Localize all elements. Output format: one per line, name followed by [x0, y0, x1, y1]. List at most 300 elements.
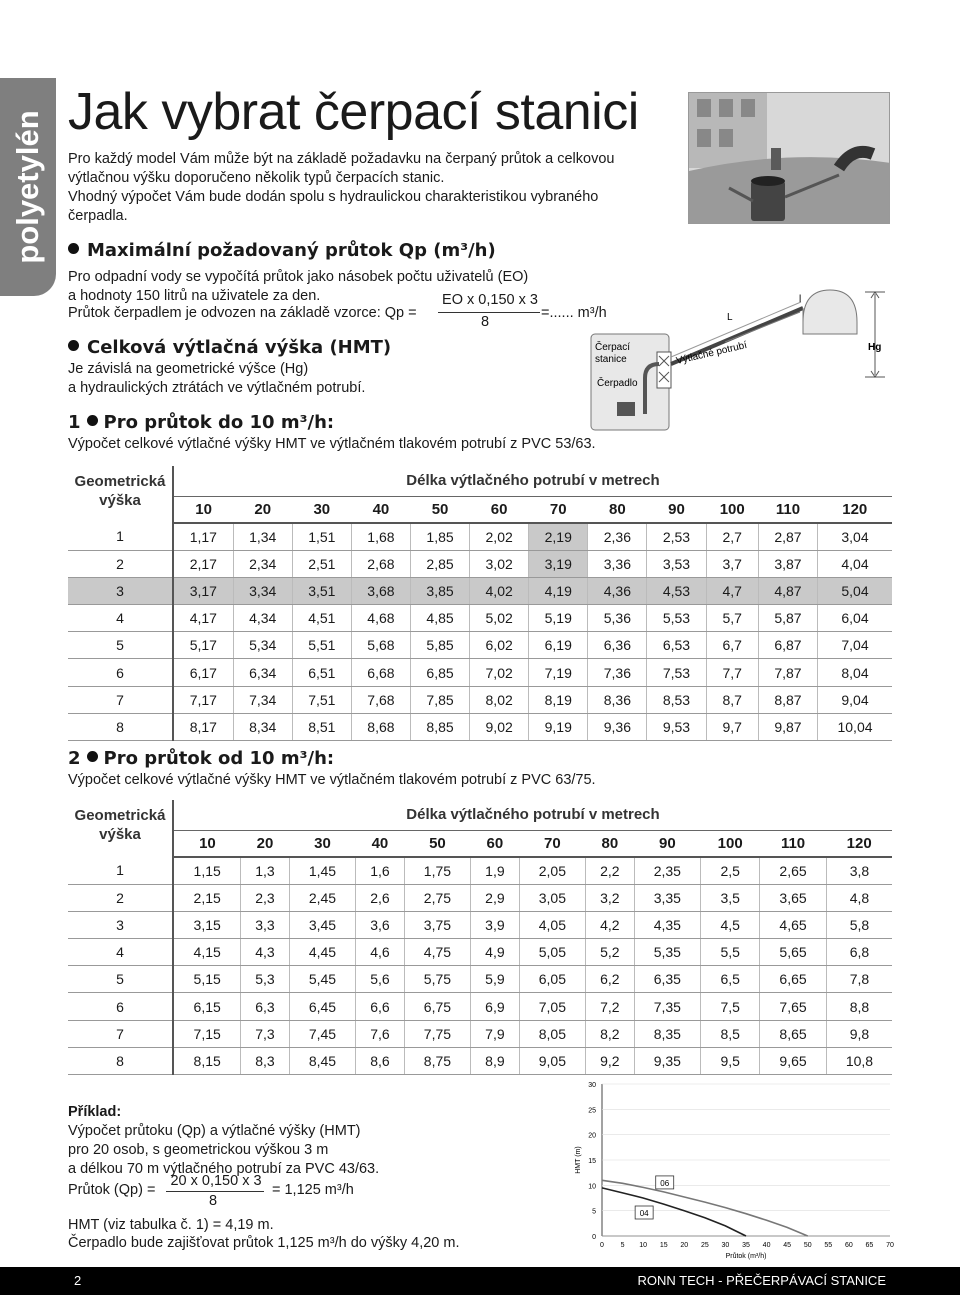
geo-header-line1: Geometrická: [74, 473, 166, 490]
length-column-header: 100: [706, 496, 758, 523]
row-height-cell: 6: [68, 659, 173, 686]
table-cell: 8,68: [351, 713, 410, 740]
example-fraction-line: [166, 1191, 264, 1192]
row-height-cell: 8: [68, 1047, 173, 1074]
length-column-header: 20: [241, 830, 289, 857]
x-tick-label: 0: [600, 1242, 604, 1249]
table-cell: 4,15: [173, 939, 241, 966]
row-height-cell: 3: [68, 911, 173, 938]
length-column-header: 80: [588, 496, 647, 523]
length-L-label: L: [727, 312, 733, 323]
table-cell: 3,2: [586, 884, 634, 911]
qp-numerator: EO x 0,150 x 3: [442, 292, 538, 308]
table-cell: 2,68: [351, 550, 410, 577]
length-header: Délka výtlačného potrubí v metrech: [173, 800, 892, 830]
table-cell: 6,8: [826, 939, 892, 966]
table-cell: 7,85: [410, 686, 469, 713]
table-cell: 5,65: [760, 939, 827, 966]
station-label-2: stanice: [595, 354, 627, 365]
length-column-header: 30: [292, 496, 351, 523]
table-cell: 7,6: [356, 1020, 404, 1047]
table-cell: 4,5: [701, 911, 760, 938]
hmt-line: a hydraulických ztrátách ve výtlačném potrubí.: [68, 380, 366, 396]
table-cell: 4,02: [470, 577, 529, 604]
table-cell: 1,51: [292, 523, 351, 550]
table-cell: 7,5: [701, 993, 760, 1020]
row-height-cell: 2: [68, 884, 173, 911]
table-cell: 7,36: [588, 659, 647, 686]
qp-line: a hodnoty 150 litrů na uživatele za den.: [68, 288, 321, 304]
table-cell: 7,7: [706, 659, 758, 686]
table-cell: 3,45: [289, 911, 356, 938]
footer-bar: [0, 1267, 960, 1295]
table-cell: 8,36: [588, 686, 647, 713]
table-cell: 3,7: [706, 550, 758, 577]
valve-box: [657, 352, 671, 388]
table-row: [68, 1047, 892, 1074]
table-cell: 7,45: [289, 1020, 356, 1047]
table-cell: 9,87: [758, 713, 817, 740]
table-cell: 4,8: [826, 884, 892, 911]
table-cell: 4,45: [289, 939, 356, 966]
length-column-header: 60: [471, 830, 519, 857]
geo-header-line2: výška: [99, 826, 141, 843]
table-cell: 2,9: [471, 884, 519, 911]
table-cell: 5,34: [233, 632, 292, 659]
x-tick-label: 25: [700, 1242, 709, 1249]
length-column-header: 110: [758, 496, 817, 523]
intro-line: výtlačnou výšku doporučeno několik typů čerpacích stanic.: [68, 170, 445, 186]
table-cell: 8,05: [519, 1020, 586, 1047]
table-cell: 8,87: [758, 686, 817, 713]
table-cell: 5,36: [588, 605, 647, 632]
table-cell: 7,53: [647, 659, 706, 686]
table-cell: 7,19: [529, 659, 588, 686]
table-cell: 7,15: [173, 1020, 241, 1047]
table-cell: 4,2: [586, 911, 634, 938]
hmt-table-2: [68, 800, 892, 1075]
section2-subtitle: Výpočet celkové výtlačné výšky HMT ve výtlačném tlakovém potrubí z PVC 63/75.: [68, 772, 596, 788]
table-cell: 7,8: [826, 966, 892, 993]
length-l-label: l: [799, 294, 802, 305]
bullet-dot: [68, 243, 79, 254]
table-cell: 5,85: [410, 632, 469, 659]
page-title: Jak vybrat čerpací stanici: [68, 83, 639, 141]
table-cell: 6,6: [356, 993, 404, 1020]
table-cell: 3,34: [233, 577, 292, 604]
table-cell: 6,02: [470, 632, 529, 659]
side-tab-label: polyetylén: [10, 110, 45, 264]
length-column-header: 120: [826, 830, 892, 857]
table-cell: 8,51: [292, 713, 351, 740]
table-cell: 2,34: [233, 550, 292, 577]
bullet-dot: [68, 340, 79, 351]
table-row: [68, 713, 892, 740]
bullet-dot: [87, 751, 98, 762]
table-cell: 8,85: [410, 713, 469, 740]
table-cell: 7,75: [404, 1020, 471, 1047]
pipe-label: Výtlačné potrubí: [675, 339, 749, 367]
qp-fraction-line: [438, 312, 540, 313]
table-cell: 8,35: [634, 1020, 701, 1047]
table-cell: 9,36: [588, 713, 647, 740]
table-cell: 4,87: [758, 577, 817, 604]
table-cell: 8,8: [826, 993, 892, 1020]
row-height-cell: 7: [68, 1020, 173, 1047]
table-cell: 5,75: [404, 966, 471, 993]
table-cell: 8,65: [760, 1020, 827, 1047]
section2-heading: [68, 748, 334, 769]
example-line: a délkou 70 m výtlačného potrubí za PVC 43/63.: [68, 1161, 380, 1177]
table-cell: 3,75: [404, 911, 471, 938]
x-tick-label: 40: [762, 1242, 771, 1249]
qp-denominator: 8: [480, 314, 490, 330]
table-cell: 8,6: [356, 1047, 404, 1074]
x-tick-label: 60: [844, 1242, 853, 1249]
table-cell: 3,17: [173, 577, 233, 604]
table-cell: 7,9: [471, 1020, 519, 1047]
geo-header-line2: výška: [99, 492, 141, 509]
table-cell: 5,35: [634, 939, 701, 966]
table-cell: 2,53: [647, 523, 706, 550]
length-column-header: 90: [647, 496, 706, 523]
table-cell: 3,68: [351, 577, 410, 604]
table-cell: 8,04: [818, 659, 892, 686]
table-cell: 3,19: [529, 550, 588, 577]
table-cell: 1,9: [471, 857, 519, 884]
length-column-header: 70: [519, 830, 586, 857]
table-cell: 2,19: [529, 523, 588, 550]
table-cell: 3,15: [173, 911, 241, 938]
table-cell: 5,19: [529, 605, 588, 632]
table-cell: 8,2: [586, 1020, 634, 1047]
qp-heading-text: Maximální požadovaný průtok Qp (m³/h): [87, 240, 496, 261]
table-cell: 9,2: [586, 1047, 634, 1074]
section1-number: 1: [68, 412, 81, 433]
x-tick-label: 5: [620, 1242, 625, 1249]
section2-title: Pro průtok od 10 m³/h:: [103, 748, 335, 769]
table-cell: 2,7: [706, 523, 758, 550]
table-row: [68, 659, 892, 686]
row-height-cell: 8: [68, 713, 173, 740]
bullet-dot: [87, 415, 98, 426]
table-cell: 5,7: [706, 605, 758, 632]
table-cell: 2,6: [356, 884, 404, 911]
station-photo-illustration: [689, 93, 890, 224]
intro-line: Pro každý model Vám může být na základě požadavku na čerpaný průtok a celkovou: [68, 151, 615, 167]
pipeline-diagram: [585, 282, 895, 432]
table-cell: 7,68: [351, 686, 410, 713]
series-label: 04: [639, 1209, 649, 1218]
table-cell: 6,15: [173, 993, 241, 1020]
table-cell: 2,17: [173, 550, 233, 577]
table-cell: 5,02: [470, 605, 529, 632]
table-cell: 3,35: [634, 884, 701, 911]
table-cell: 5,17: [173, 632, 233, 659]
row-height-cell: 6: [68, 993, 173, 1020]
table-cell: 3,3: [241, 911, 289, 938]
table-cell: 9,5: [701, 1047, 760, 1074]
y-tick-label: 25: [588, 1107, 596, 1115]
table-cell: 4,6: [356, 939, 404, 966]
y-tick-label: 5: [592, 1208, 596, 1216]
table-cell: 6,65: [760, 966, 827, 993]
geo-height-header: [68, 800, 173, 857]
series-label: 06: [660, 1178, 670, 1188]
example-line: Výpočet průtoku (Qp) a výtlačné výšky (HMT): [68, 1123, 361, 1139]
table-cell: 2,2: [586, 857, 634, 884]
table-cell: 5,9: [471, 966, 519, 993]
table-cell: 1,34: [233, 523, 292, 550]
table-cell: 5,53: [647, 605, 706, 632]
table-cell: 1,6: [356, 857, 404, 884]
table-cell: 4,3: [241, 939, 289, 966]
table-cell: 5,2: [586, 939, 634, 966]
table-cell: 6,17: [173, 659, 233, 686]
table-cell: 4,7: [706, 577, 758, 604]
table-cell: 7,2: [586, 993, 634, 1020]
table-cell: 5,05: [519, 939, 586, 966]
length-column-header: 120: [818, 496, 892, 523]
hg-label: Hg: [868, 342, 882, 353]
table-cell: 6,34: [233, 659, 292, 686]
table-cell: 6,3: [241, 993, 289, 1020]
table-cell: 9,7: [706, 713, 758, 740]
table-cell: 7,17: [173, 686, 233, 713]
table-row: [68, 550, 892, 577]
x-tick-label: 35: [742, 1242, 750, 1249]
table-cell: 8,34: [233, 713, 292, 740]
table-row: [68, 966, 892, 993]
qp-formula-prefix: Průtok čerpadlem je odvozen na základě vzorce: Qp =: [68, 305, 417, 321]
length-column-header: 90: [634, 830, 701, 857]
length-column-header: 40: [356, 830, 404, 857]
example-label: Příklad:: [68, 1104, 122, 1120]
table-cell: 3,9: [471, 911, 519, 938]
table-cell: 6,75: [404, 993, 471, 1020]
example-denominator: 8: [208, 1193, 218, 1209]
example-block: [68, 1103, 379, 1179]
table-cell: 6,7: [706, 632, 758, 659]
table-cell: 6,87: [758, 632, 817, 659]
table-cell: 8,53: [647, 686, 706, 713]
table-cell: 4,05: [519, 911, 586, 938]
table-cell: 6,85: [410, 659, 469, 686]
table-cell: 2,75: [404, 884, 471, 911]
row-height-cell: 5: [68, 966, 173, 993]
pump-body: [617, 402, 635, 416]
table-cell: 8,3: [241, 1047, 289, 1074]
table-cell: 9,02: [470, 713, 529, 740]
table-cell: 5,45: [289, 966, 356, 993]
example-hmt-line: HMT (viz tabulka č. 1) = 4,19 m.: [68, 1217, 274, 1233]
table-cell: 9,19: [529, 713, 588, 740]
qp-formula-suffix: =...... m³/h: [541, 305, 607, 321]
table-cell: 4,75: [404, 939, 471, 966]
table-cell: 7,04: [818, 632, 892, 659]
table-cell: 4,53: [647, 577, 706, 604]
table-cell: 2,05: [519, 857, 586, 884]
table-row: [68, 605, 892, 632]
y-tick-label: 10: [588, 1183, 596, 1191]
x-axis-label: Průtok (m³/h): [725, 1253, 767, 1260]
table-cell: 5,3: [241, 966, 289, 993]
qp-line: Pro odpadní vody se vypočítá průtok jako násobek počtu uživatelů (EO): [68, 269, 529, 285]
length-column-header: 40: [351, 496, 410, 523]
hmt-line: Je závislá na geometrické výšce (Hg): [68, 361, 309, 377]
table-cell: 3,53: [647, 550, 706, 577]
table-cell: 5,5: [701, 939, 760, 966]
x-tick-label: 20: [680, 1242, 689, 1249]
table-cell: 2,65: [760, 857, 827, 884]
footer-company: RONN TECH - PŘEČERPÁVACÍ STANICE: [637, 1273, 886, 1288]
length-column-header: 30: [289, 830, 356, 857]
length-column-header: 70: [529, 496, 588, 523]
hmt-heading: [68, 337, 391, 358]
example-line: pro 20 osob, s geometrickou výškou 3 m: [68, 1142, 329, 1158]
table-row: [68, 523, 892, 550]
table-cell: 5,68: [351, 632, 410, 659]
table-cell: 5,15: [173, 966, 241, 993]
table-row: [68, 857, 892, 884]
x-tick-label: 55: [824, 1242, 833, 1249]
intro-line: Vhodný výpočet Vám bude dodán spolu s hydraulickou charakteristikou vybraného: [68, 189, 599, 205]
table-cell: 4,35: [634, 911, 701, 938]
y-tick-label: 0: [592, 1234, 596, 1241]
table-cell: 8,15: [173, 1047, 241, 1074]
length-column-header: 20: [233, 496, 292, 523]
example-qp-result: = 1,125 m³/h: [272, 1182, 354, 1198]
y-axis-label: HMT (m): [575, 1146, 582, 1174]
table-cell: 1,68: [351, 523, 410, 550]
length-header: Délka výtlačného potrubí v metrech: [173, 466, 892, 496]
table-cell: 2,45: [289, 884, 356, 911]
discharge-chamber: [803, 290, 857, 334]
example-conclusion: Čerpadlo bude zajišťovat průtok 1,125 m³/h do výšky 4,20 m.: [68, 1235, 460, 1251]
table-cell: 3,05: [519, 884, 586, 911]
table-cell: 6,2: [586, 966, 634, 993]
table-cell: 6,5: [701, 966, 760, 993]
table-cell: 3,51: [292, 577, 351, 604]
qp-heading: [68, 240, 496, 261]
table-cell: 5,6: [356, 966, 404, 993]
length-column-header: 60: [470, 496, 529, 523]
table-cell: 3,85: [410, 577, 469, 604]
table-cell: 1,85: [410, 523, 469, 550]
table-cell: 2,15: [173, 884, 241, 911]
table-cell: 3,8: [826, 857, 892, 884]
table-cell: 9,53: [647, 713, 706, 740]
table-cell: 7,51: [292, 686, 351, 713]
table-cell: 2,85: [410, 550, 469, 577]
row-height-cell: 1: [68, 857, 173, 884]
table-cell: 3,02: [470, 550, 529, 577]
x-tick-label: 15: [659, 1242, 668, 1249]
table-cell: 4,9: [471, 939, 519, 966]
table-cell: 8,19: [529, 686, 588, 713]
table-cell: 6,45: [289, 993, 356, 1020]
table-cell: 4,85: [410, 605, 469, 632]
table-cell: 8,9: [471, 1047, 519, 1074]
table-cell: 7,87: [758, 659, 817, 686]
table-row: [68, 993, 892, 1020]
table-cell: 4,17: [173, 605, 233, 632]
side-tab: [0, 78, 56, 296]
section2-number: 2: [68, 748, 81, 769]
table-cell: 5,87: [758, 605, 817, 632]
table-cell: 8,5: [701, 1020, 760, 1047]
table-cell: 6,05: [519, 966, 586, 993]
table-cell: 2,5: [701, 857, 760, 884]
table-cell: 5,04: [818, 577, 892, 604]
table-cell: 6,9: [471, 993, 519, 1020]
table-cell: 10,04: [818, 713, 892, 740]
x-tick-label: 50: [803, 1242, 812, 1249]
table-row: [68, 1020, 892, 1047]
table-cell: 7,3: [241, 1020, 289, 1047]
table-cell: 10,8: [826, 1047, 892, 1074]
table-cell: 7,35: [634, 993, 701, 1020]
table-cell: 2,02: [470, 523, 529, 550]
table-cell: 4,19: [529, 577, 588, 604]
table-cell: 8,17: [173, 713, 233, 740]
row-height-cell: 5: [68, 632, 173, 659]
row-height-cell: 7: [68, 686, 173, 713]
table-cell: 1,15: [173, 857, 241, 884]
table-cell: 6,36: [588, 632, 647, 659]
row-height-cell: 1: [68, 523, 173, 550]
table-cell: 9,35: [634, 1047, 701, 1074]
table-cell: 1,45: [289, 857, 356, 884]
table-cell: 5,51: [292, 632, 351, 659]
table-row: [68, 884, 892, 911]
station-photo: [688, 92, 890, 224]
section1-subtitle: Výpočet celkové výtlačné výšky HMT ve výtlačném tlakovém potrubí z PVC 53/63.: [68, 436, 596, 452]
table-cell: 9,04: [818, 686, 892, 713]
table-cell: 6,68: [351, 659, 410, 686]
station-label-1: Čerpací: [595, 342, 631, 353]
page-number: 2: [74, 1273, 82, 1288]
row-height-cell: 4: [68, 939, 173, 966]
hmt-table-1: [68, 466, 892, 741]
length-column-header: 10: [173, 830, 241, 857]
table-cell: 2,3: [241, 884, 289, 911]
table-cell: 6,04: [818, 605, 892, 632]
table-row: [68, 632, 892, 659]
table-cell: 9,05: [519, 1047, 586, 1074]
table-row: [68, 939, 892, 966]
table-cell: 7,02: [470, 659, 529, 686]
table-cell: 2,35: [634, 857, 701, 884]
length-column-header: 100: [701, 830, 760, 857]
intro-line: čerpadla.: [68, 208, 128, 224]
table-cell: 1,75: [404, 857, 471, 884]
table-cell: 3,04: [818, 523, 892, 550]
pump-label: Čerpadlo: [597, 378, 638, 389]
table-cell: 8,7: [706, 686, 758, 713]
table-cell: 4,65: [760, 911, 827, 938]
intro-text: [68, 150, 614, 226]
pump-curve-chart: [566, 1078, 896, 1262]
length-column-header: 80: [586, 830, 634, 857]
hmt-text: [68, 360, 365, 398]
table-cell: 6,19: [529, 632, 588, 659]
length-column-header: 110: [760, 830, 827, 857]
x-tick-label: 45: [783, 1242, 792, 1249]
geo-header-line1: Geometrická: [74, 807, 166, 824]
section1-title: Pro průtok do 10 m³/h:: [103, 412, 335, 433]
table-cell: 4,51: [292, 605, 351, 632]
